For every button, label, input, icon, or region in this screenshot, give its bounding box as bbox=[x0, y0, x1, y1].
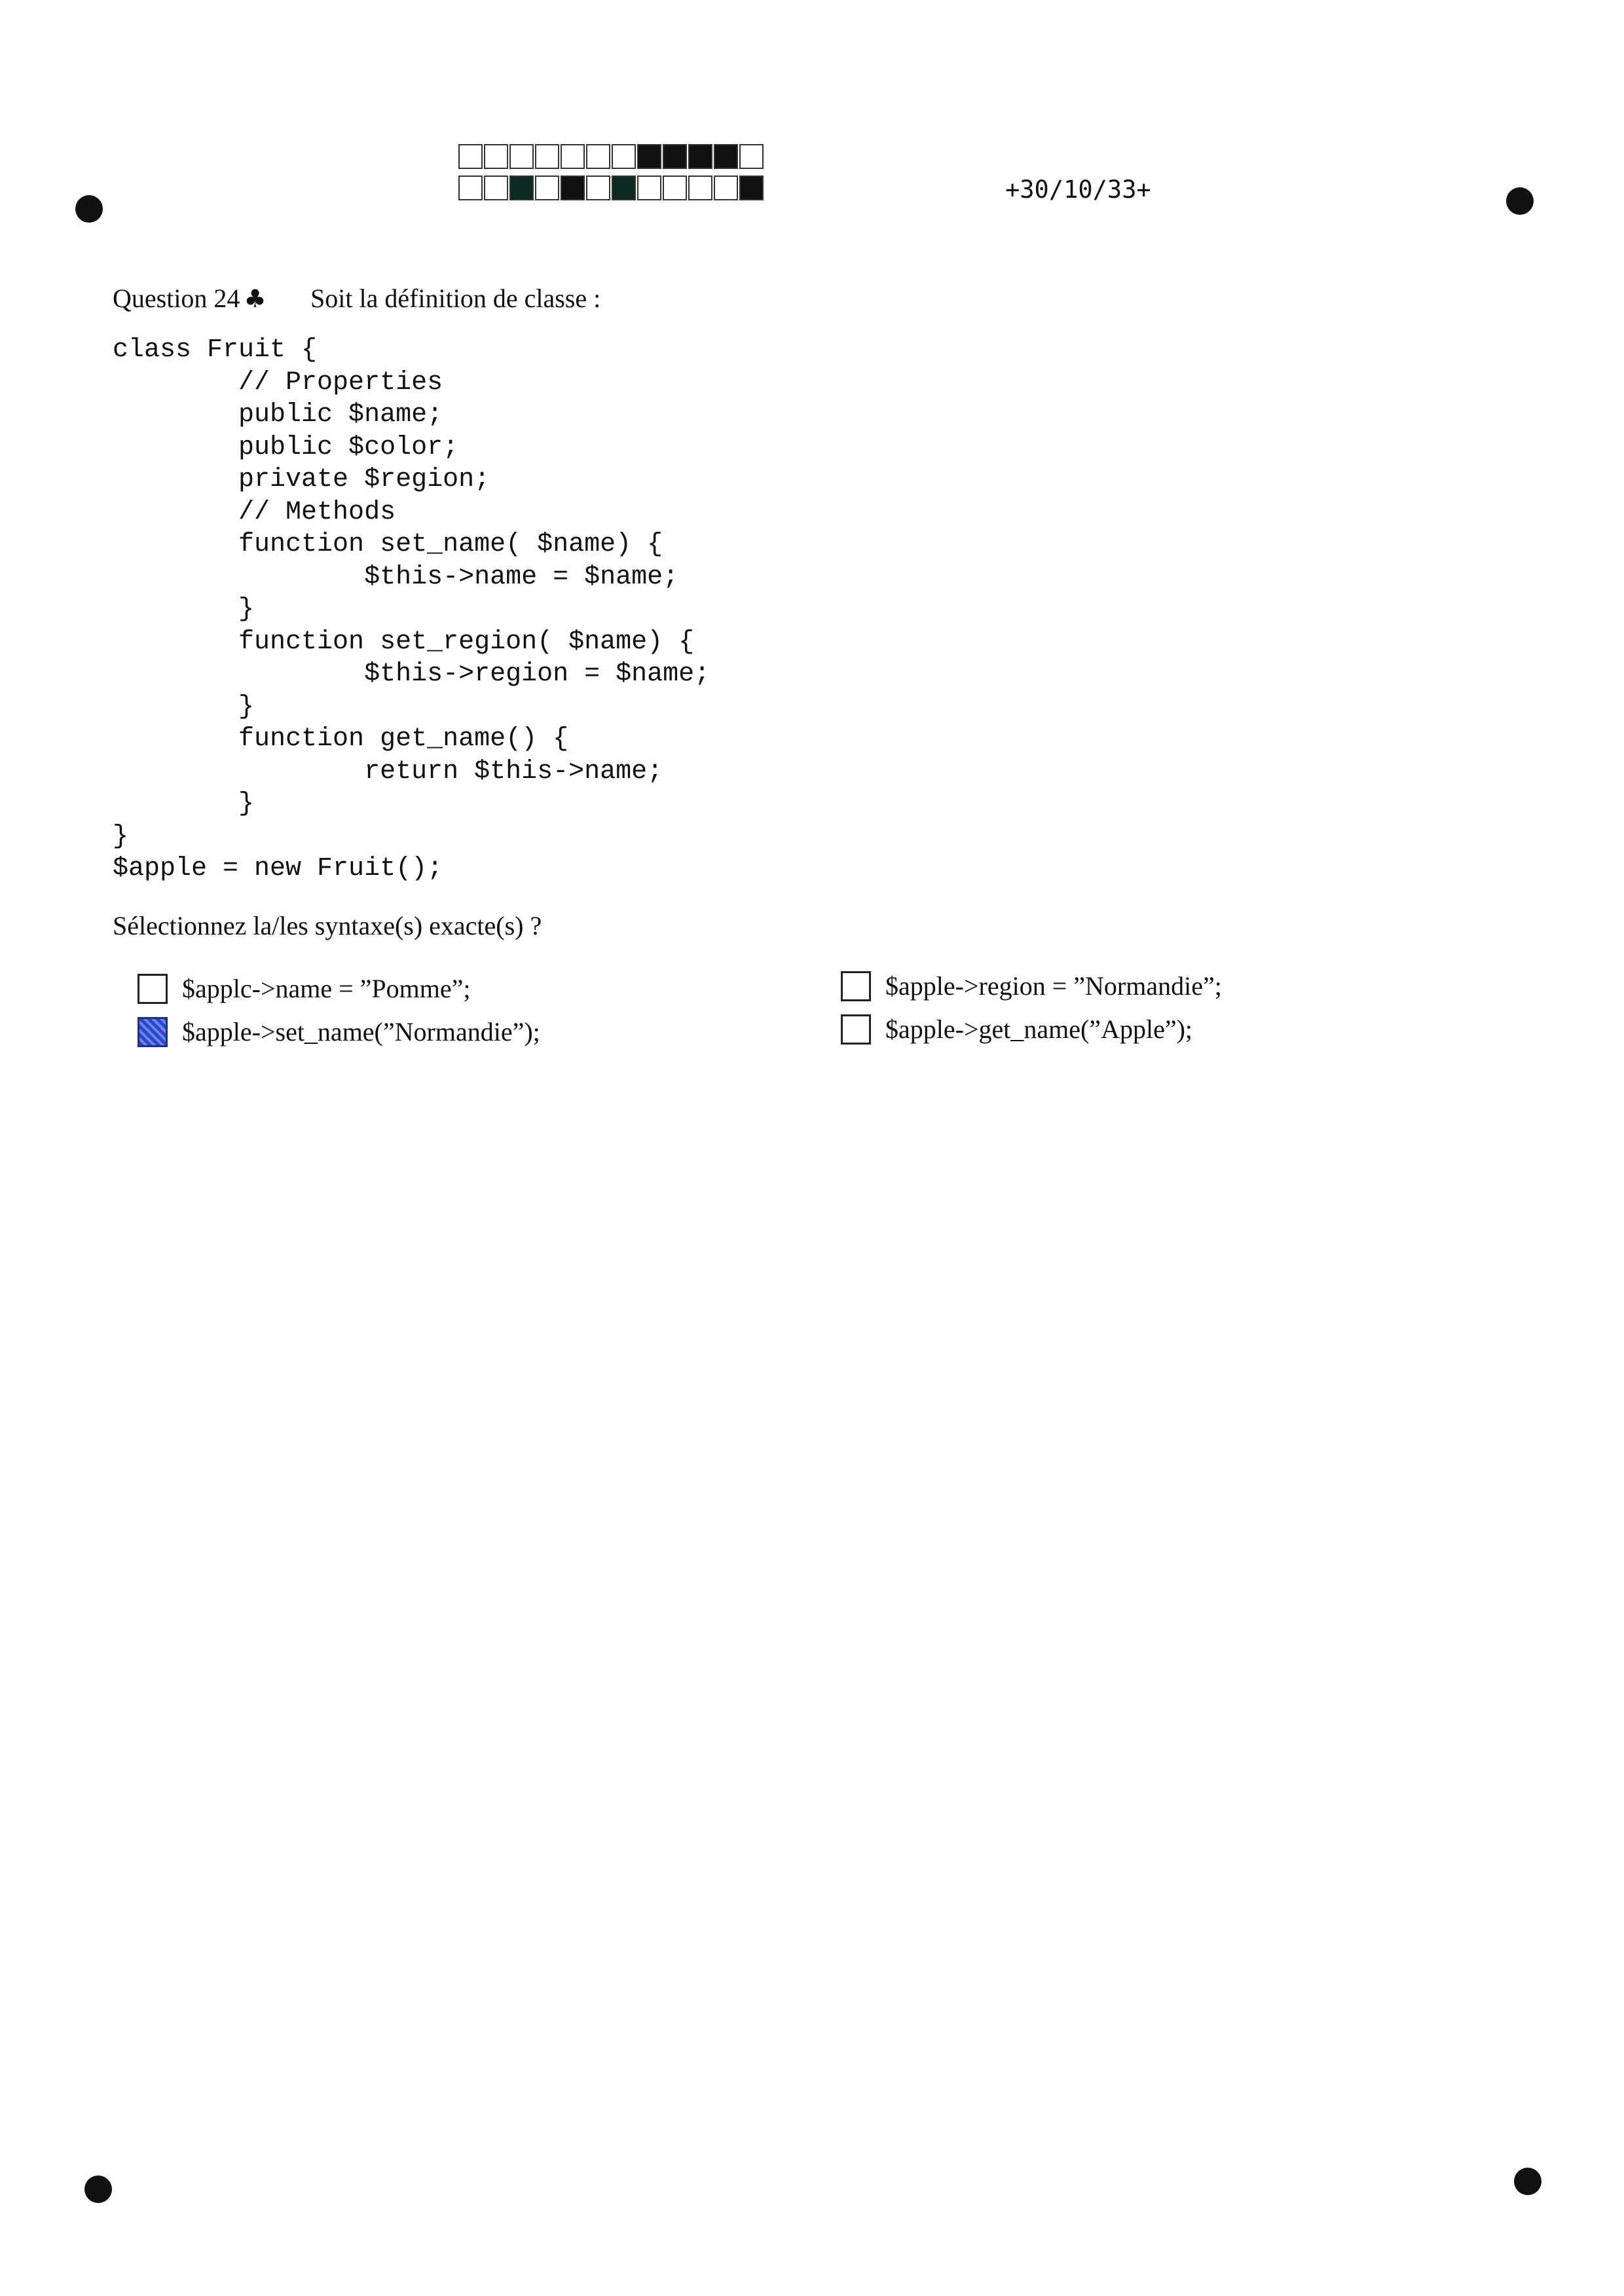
answer-option[interactable] bbox=[138, 973, 471, 1004]
answer-label: $apple->region = ”Normandie”; bbox=[885, 971, 1222, 1001]
answer-label: $applc->name = ”Pomme”; bbox=[182, 974, 471, 1003]
code-cell bbox=[535, 144, 559, 169]
code-cell bbox=[663, 176, 687, 200]
answer-label: $apple->get_name(”Apple”); bbox=[885, 1014, 1193, 1044]
registration-mark-top-left bbox=[75, 195, 103, 223]
code-cell bbox=[458, 176, 483, 200]
code-cell bbox=[509, 176, 534, 200]
code-cell bbox=[663, 144, 687, 169]
code-cell bbox=[688, 176, 712, 200]
code-cell bbox=[484, 144, 508, 169]
page-code-row-2 bbox=[458, 176, 765, 202]
code-cell bbox=[714, 144, 738, 169]
code-cell bbox=[561, 176, 585, 200]
registration-mark-bottom-right bbox=[1514, 2168, 1541, 2195]
code-cell bbox=[612, 176, 636, 200]
code-cell bbox=[535, 176, 559, 200]
code-cell bbox=[637, 176, 661, 200]
question-label: Question 24 bbox=[113, 284, 240, 313]
code-listing: class Fruit { // Properties public $name; public $color; private $region; // Methods function set_name( $name) { $this->name = $name; } function set_region( $name) { $this->region = $name; } function get_name() { return $this->name; } } $apple = new Fruit(); bbox=[113, 335, 710, 883]
code-cell bbox=[458, 144, 483, 169]
answer-option[interactable] bbox=[841, 1014, 1192, 1045]
code-cell bbox=[586, 144, 610, 169]
answer-option[interactable] bbox=[138, 1016, 540, 1047]
code-cell bbox=[484, 176, 508, 200]
registration-mark-bottom-left bbox=[84, 2176, 112, 2203]
question-intro: Soit la définition de classe : bbox=[310, 284, 601, 313]
code-cell bbox=[612, 144, 636, 169]
code-cell bbox=[561, 144, 585, 169]
question-prompt: Sélectionnez la/les syntaxe(s) exacte(s) ? bbox=[113, 911, 542, 940]
answer-label: $apple->set_name(”Normandie”); bbox=[182, 1017, 540, 1046]
copy-identifier: +30/10/33+ bbox=[1005, 176, 1151, 204]
answer-checkbox[interactable] bbox=[841, 971, 871, 1001]
question-header bbox=[113, 283, 601, 314]
code-cell bbox=[688, 144, 712, 169]
code-cell bbox=[739, 176, 764, 200]
code-cell bbox=[509, 144, 534, 169]
answer-option[interactable] bbox=[841, 971, 1222, 1001]
code-cell bbox=[714, 176, 738, 200]
registration-mark-top-right bbox=[1506, 187, 1534, 215]
answer-checkbox[interactable] bbox=[138, 1017, 168, 1047]
code-cell bbox=[739, 144, 764, 169]
answer-checkbox[interactable] bbox=[841, 1014, 871, 1045]
code-cell bbox=[637, 144, 661, 169]
answer-checkbox[interactable] bbox=[138, 974, 168, 1004]
code-cell bbox=[586, 176, 610, 200]
page-code-row-1 bbox=[458, 144, 765, 170]
club-icon: ♣ bbox=[244, 284, 267, 313]
